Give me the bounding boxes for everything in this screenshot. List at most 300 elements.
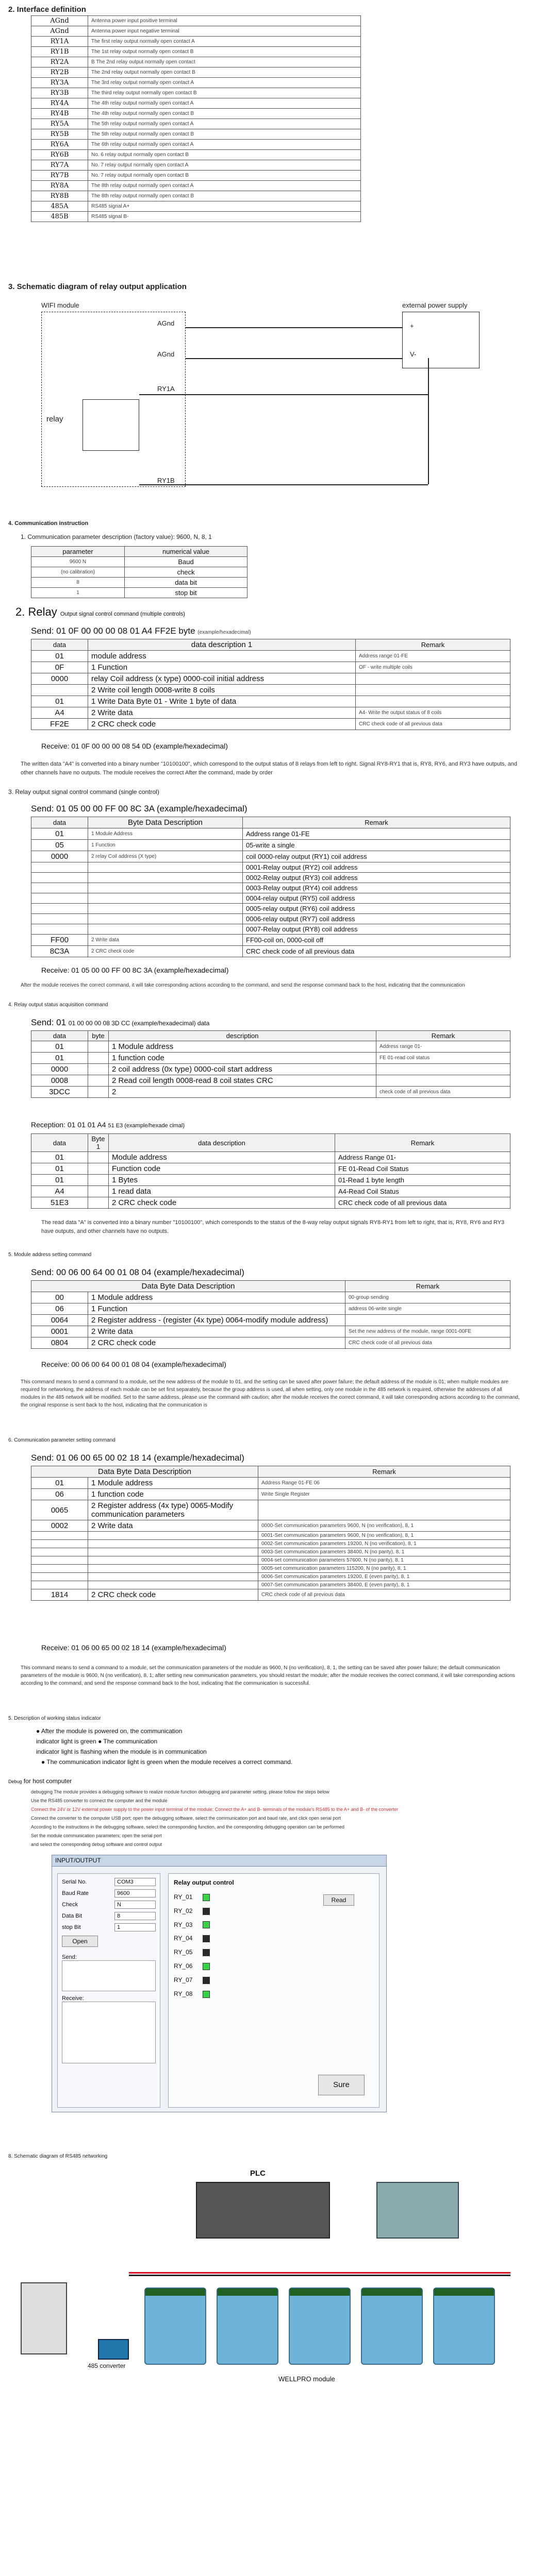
relay-multi-send-a: Send: 01 0F 00 00 [31,626,103,636]
sa2-head-1: Byte 1 [88,1134,109,1152]
interface-row [31,98,361,109]
sc-desc [88,914,243,924]
status-acq-table2 [31,1133,510,1209]
comm-param-name: (no calibration) [31,567,125,578]
sa2-desc: Module address [109,1152,335,1163]
as-data: 00 [31,1292,88,1303]
interface-desc: The 8th relay output normally open contact A [88,181,361,191]
sa2-head-3: Remark [335,1134,510,1152]
relay-toggle-label: RY_01 [174,1893,193,1901]
cs-data: 0065 [31,1500,88,1520]
interface-row [31,191,361,201]
relay-toggle-label: RY_03 [174,1921,193,1928]
relay-multi-row [31,662,510,673]
single-control-row [31,873,510,883]
rm-data: 01 [31,651,88,662]
interface-name: RY4B [31,109,88,119]
single-control-row [31,893,510,904]
sa2-byte [88,1152,109,1163]
sc-remark: 0002-Relay output (RY3) coil address [243,873,510,883]
sa2-byte [88,1163,109,1175]
relay-status-led-icon[interactable] [203,1921,210,1928]
sa2-desc: Function code [109,1163,335,1175]
cs-remark: 0000-Set communication parameters 9600, N (no verification), 8, 1 [258,1520,510,1532]
rm-desc: 2 Write coil length 0008-write 8 coils [88,685,356,696]
rm-desc: 1 Function [88,662,356,673]
addr-set-row [31,1303,510,1315]
interface-desc: The 2nd relay output normally open contact B [88,67,361,78]
relay-multi-row [31,719,510,730]
interface-row [31,26,361,37]
rm-data: A4 [31,707,88,719]
module-4-terminal [362,2289,422,2296]
status-acq-row [31,1041,510,1053]
relay-multi-table [31,639,510,730]
addr-set-table [31,1280,510,1349]
module-5-terminal [434,2289,494,2296]
sa-head-3: Remark [376,1031,510,1041]
single-control-receive: Receive: 01 05 00 00 FF 00 8C 3A (example/hexadecimal) [41,966,229,974]
sa-desc: 1 Module address [109,1041,376,1053]
relay-multi-send-note: (example/hexadecimal) [197,630,251,635]
sc-desc [88,893,243,904]
single-control-row [31,935,510,946]
serial-field-select[interactable]: 1 [114,1923,156,1931]
plus-label: + [410,322,414,330]
indicator-line-1: indicator light is green ● The communication [36,1738,158,1745]
single-control-row [31,946,510,957]
sa2-byte [88,1175,109,1186]
rm-head-2: Remark [356,639,510,651]
relay-multi-row [31,651,510,662]
comm-set-row [31,1532,510,1540]
sc-data: 8C3A [31,946,88,957]
cs-desc [88,1556,258,1565]
debug-line-0: debugging The module provides a debugging software to realize module function debugging and parameter setting, please follow the steps below [31,1789,329,1794]
plc-module-right [376,2182,459,2239]
sa-remark: Address range 01- [376,1041,510,1053]
single-control-send: Send: 01 05 00 00 FF 00 8C 3A (example/hexadecimal) [31,804,247,814]
comm-set-send: Send: 01 06 00 65 00 02 18 14 (example/hexadecimal) [31,1453,244,1463]
interface-row [31,88,361,98]
as-data: 06 [31,1303,88,1315]
sc-remark: Address range 01-FE [243,828,510,840]
addr-set-row [31,1326,510,1337]
indicator-title: 5. Description of working status indicator [8,1716,101,1721]
indicator-line-0: ● After the module is powered on, the communication [36,1727,183,1735]
wellpro-module-1 [144,2287,206,2365]
indicator-text-0: After the module is powered on, the communication [41,1727,183,1735]
interface-table [31,15,361,222]
comm-set-row [31,1556,510,1565]
serial-field-label: stop Bit [62,1924,81,1930]
sa-data: 0000 [31,1064,88,1075]
cs-remark: 0007-Set communication parameters 38400, E (even parity), 8, 1 [258,1581,510,1589]
single-control-row [31,828,510,840]
cs-desc: 1 Module address [88,1478,258,1489]
debug-left-panel [57,1873,160,2108]
agnd-bottom-label: AGnd [157,350,175,358]
wellpro-module-2 [217,2287,278,2365]
cs-desc [88,1581,258,1589]
single-control-row [31,904,510,914]
relay-multi-row [31,707,510,719]
single-control-row [31,883,510,893]
send-box[interactable] [62,1960,156,1991]
status-acq-send [31,1018,209,1028]
interface-desc: No. 6 relay output normally open contact B [88,150,361,160]
comm-set-row [31,1500,510,1520]
interface-name: RY5B [31,129,88,140]
sa2-data: 51E3 [31,1197,88,1209]
relay-multi-note: The written data "A4" is converted into a binary number "10100100", which correspond to the output status of 8 relays from left to right. Signal RY8-RY1 that is, RY8, RY6, and RY3 have outputs, and other channels have no outputs. The module receives the correct After the command, made by order [21,761,517,776]
as-desc: 2 Register address - (register (4x type) 0064-modify module address) [88,1315,345,1326]
relay-status-led-icon[interactable] [203,1935,210,1942]
rm-remark [356,673,510,685]
relay-coil-box [82,399,139,451]
rm-remark: OF - write multiple coils [356,662,510,673]
cs-remark [258,1500,510,1520]
sa2-desc: 1 read data [109,1186,335,1197]
sa-data: 01 [31,1053,88,1064]
sa-byte [88,1041,109,1053]
interface-desc: The 4th relay output normally open contact A [88,98,361,109]
open-button[interactable]: Open [62,1936,98,1947]
serial-field-select[interactable]: N [114,1901,156,1909]
addr-set-send: Send: 00 06 00 64 00 01 08 04 (example/hexadecimal) [31,1267,244,1277]
as-desc: 2 Write data [88,1326,345,1337]
relay-toggle-row[interactable] [174,1948,374,1956]
comm-set-note: This command means to send a command to a module, set the communication parameters of the module as 9600, N (no verification), 8, 1, the setting can be saved after power failure; the default communication parameters of the module is 9600, N (no verification), 8, 1; after setting new communication parameters, you should restart the module; after the module receives the correct command, it will take corresponding actions according to the command, and send the response command back to the host, indicating that the communication is successful. [21,1665,515,1686]
cs-data: 06 [31,1489,88,1500]
relay-toggle-label: RY_05 [174,1948,193,1956]
sc-desc: 1 Function [88,840,243,851]
sa-byte [88,1064,109,1075]
relay-status-led-icon[interactable] [203,1977,210,1984]
rm-remark: CRC check code of all previous data [356,719,510,730]
relay-status-led-icon[interactable] [203,1963,210,1970]
comm-param-row [31,578,247,588]
serial-field-label: Data Bit [62,1913,82,1919]
debug-line-6: and select the corresponding debug software and control output [31,1842,162,1847]
status-acq-row2 [31,1186,510,1197]
relay-status-led-icon[interactable] [203,1949,210,1956]
wire-ry1a [139,394,428,395]
single-control-table [31,817,510,957]
interface-name: RY2A [31,57,88,67]
interface-row [31,181,361,191]
sc-remark: 0004-relay output (RY5) coil address [243,893,510,904]
comm-set-row [31,1489,510,1500]
interface-desc: No. 7 relay output normally open contact A [88,160,361,171]
interface-desc: Antenna power input positive terminal [88,16,361,26]
rm-remark: A4- Write the output status of 8 coils [356,707,510,719]
rm-data: 0000 [31,673,88,685]
cs-data: 0002 [31,1520,88,1532]
status-acq-row2 [31,1152,510,1163]
status-acq-row2 [31,1163,510,1175]
interface-name: RY4A [31,98,88,109]
sc-data [31,893,88,904]
comm-set-row [31,1589,510,1601]
debug-title-a: Debug [8,1779,22,1784]
indicator-line-2: indicator light is flashing when the module is in communication [36,1748,207,1755]
as-desc: 2 CRC check code [88,1337,345,1349]
rm-head-0: data [31,639,88,651]
cs-data [31,1556,88,1565]
cs-remark: Address Range 01-FE 06 [258,1478,510,1489]
cs-head-2: Remark [258,1466,510,1478]
module-2-terminal [218,2289,277,2296]
networking-title: 8. Schematic diagram of RS485 networking [8,2154,108,2159]
comm-param-name: 8 [31,578,125,588]
plc-box [196,2182,330,2239]
serial-field-label: Serial No. [62,1879,87,1885]
relay-multi-send [31,626,251,636]
interface-name: RY8A [31,181,88,191]
sc-remark: 05-write a single [243,840,510,851]
sc-head-2: Remark [243,817,510,828]
interface-row [31,47,361,57]
sc-desc: 2 CRC check code [88,946,243,957]
sa-head-2: description [109,1031,376,1041]
comm-set-row [31,1565,510,1573]
interface-desc: B The 2nd relay output normally open contact [88,57,361,67]
comm-set-row [31,1540,510,1548]
cs-data [31,1565,88,1573]
relay-toggle-label: RY_08 [174,1990,193,1997]
sa-byte [88,1075,109,1087]
sc-data [31,862,88,873]
interface-desc: The 1st relay output normally open contact B [88,47,361,57]
sc-desc [88,873,243,883]
relay-multi-row [31,673,510,685]
module-label: WELLPRO module [278,2375,335,2383]
status-acq-title: 4. Relay output status acquisition command [8,1002,108,1008]
interface-row [31,37,361,47]
interface-name: AGnd [31,16,88,26]
sa2-data: A4 [31,1186,88,1197]
serial-field-select[interactable]: COM3 [114,1878,156,1886]
sc-desc: 2 relay Coil address (X type) [88,851,243,862]
minus-label: V- [410,350,417,358]
power-supply-box [402,312,480,368]
sa2-byte [88,1186,109,1197]
interface-name: RY7B [31,171,88,181]
as-desc: 1 Module address [88,1292,345,1303]
status-acq-row [31,1087,510,1098]
cs-remark: Write Single Register [258,1489,510,1500]
sa2-byte [88,1197,109,1209]
cs-data [31,1581,88,1589]
cs-remark: 0006-Set communication parameters 19200, E (even parity), 8, 1 [258,1573,510,1581]
sa-remark: FE 01-read coil status [376,1053,510,1064]
cs-remark: 0005-set communication parameters 115200, N (no parity), 8, 1 [258,1565,510,1573]
sa-data: 01 [31,1041,88,1053]
as-remark: Set the new address of the module, range 0001-00FE [345,1326,510,1337]
status-acq-send-a: Send: 01 [31,1018,67,1027]
wire-agnd-minus [186,358,402,359]
cs-remark: 0004-set communication parameters 57600, N (no parity), 8, 1 [258,1556,510,1565]
comm-param-value: Baud [125,557,247,567]
cs-data [31,1540,88,1548]
comm-param-table [31,546,247,598]
interface-desc: The 3rd relay output normally open contact A [88,78,361,88]
sc-data: 05 [31,840,88,851]
sc-data: 01 [31,828,88,840]
sc-head-0: data [31,817,88,828]
interface-desc: The 4th relay output normally open contact B [88,109,361,119]
relay-toggle-row[interactable] [174,1935,374,1942]
rm-desc: 2 Write data [88,707,356,719]
status-acq-receive [31,1121,185,1129]
comm-param-value: check [125,567,247,578]
rm-desc: 2 CRC check code [88,719,356,730]
status-acq-row2 [31,1175,510,1186]
relay-toggle-label: RY_02 [174,1907,193,1914]
comm-set-row [31,1478,510,1489]
cs-desc [88,1548,258,1556]
sure-button[interactable]: Sure [318,2075,365,2095]
as-data: 0001 [31,1326,88,1337]
sc-data [31,924,88,935]
sa2-head-0: data [31,1134,88,1152]
ry1a-label: RY1A [157,385,175,393]
cs-remark: CRC check code of all previous data [258,1589,510,1601]
interface-desc: The 5th relay output normally open contact A [88,119,361,129]
relay-toggle-row[interactable] [174,1990,374,1998]
debug-line-2: Connect the 24V or 12V external power supply to the power input terminal of the module; Connect the A+ and B- terminals of the module's RS485 to the A+ and B- of the converter [31,1807,399,1812]
debug-window-title: INPUT/OUTPUT [52,1855,386,1867]
single-control-row [31,914,510,924]
sc-head-1: Byte Data Description [88,817,243,828]
relay-multi-title [15,605,185,619]
interface-desc: The third relay output normally open contact B [88,88,361,98]
rm-remark [356,685,510,696]
rm-head-1: data description 1 [88,639,356,651]
interface-row [31,67,361,78]
single-control-note: After the module receives the correct command, it will take corresponding actions according to the command, and send the response command back to the host, indicating that the communication [21,982,465,988]
as-remark [345,1315,510,1326]
sa2-desc: 2 CRC check code [109,1197,335,1209]
sa-data: 0008 [31,1075,88,1087]
comm-param-row [31,567,247,578]
interface-desc: No. 7 relay output normally open contact B [88,171,361,181]
rm-data [31,685,88,696]
interface-row [31,150,361,160]
interface-name: RY1A [31,37,88,47]
comm-set-receive: Receive: 01 06 00 65 00 02 18 14 (example/hexadecimal) [41,1643,226,1652]
interface-row [31,57,361,67]
relay-toggle-row[interactable] [174,1907,374,1915]
relay-toggle-row[interactable] [174,1962,374,1970]
addr-set-note: This command means to send a command to a module, set the new address of the module to 01, and the setting can be saved after power failure; the default address of the module is 01; when multiple modules are required for networking, the address of each module can be set first separately, because the group address is used, all when setting, only one module in the 485 network is required, otherwise the addresses of all modules in the 485 network will be modified. Set to the same address, please use the command with caution; after the module receives the correct command, it will take corresponding actions according to the command, the original response is sent back to the host, indicating that the communication is [21,1379,520,1408]
read-button[interactable]: Read [323,1894,354,1906]
interface-name: RY5A [31,119,88,129]
status-acq-send-b: 01 00 00 00 08 3D CC (example/hexadecimal) data [68,1020,210,1027]
comm-param-row [31,588,247,598]
as-remark: CRC check code of all previous data [345,1337,510,1349]
wifi-module-label: WIFI module [41,301,79,309]
comm-set-row [31,1581,510,1589]
serial-field-row [62,1878,156,1886]
serial-field-row [62,1901,156,1909]
ry1b-label: RY1B [157,477,175,484]
relay-status-led-icon[interactable] [203,1894,210,1901]
relay-toggle-row[interactable] [174,1921,374,1929]
interface-desc: RS485 signal A+ [88,201,361,212]
addr-set-row [31,1315,510,1326]
status-acq-row [31,1053,510,1064]
interface-row [31,109,361,119]
as-desc: 1 Function [88,1303,345,1315]
indicator-line-3: ● The communication indicator light is green when the module receives a correct command. [41,1758,293,1766]
relay-multi-title-big: 2. Relay [15,605,57,618]
status-acq-receive-b: 51 E3 (example/hexade cimal) [108,1123,185,1129]
sc-remark: CRC check code of all previous data [243,946,510,957]
sc-data: FF00 [31,935,88,946]
sc-desc [88,904,243,914]
rm-data: FF2E [31,719,88,730]
serial-field-select[interactable]: 9600 [114,1889,156,1897]
debug-line-4: According to the instructions in the debugging software, select the corresponding function, and the corresponding debugging operation can be performed [31,1824,344,1829]
single-control-row [31,840,510,851]
sa-desc: 1 function code [109,1053,376,1064]
relay-toggle-row[interactable] [174,1976,374,1984]
debug-title [8,1777,72,1785]
sa-head-1: byte [88,1031,109,1041]
cs-desc: 2 Write data [88,1520,258,1532]
module-3-terminal [290,2289,350,2296]
cs-remark: 0001-Set communication parameters 9600, N (no verification), 8, 1 [258,1532,510,1540]
interface-row [31,171,361,181]
sa2-remark: FE 01-Read Coil Status [335,1163,510,1175]
comm-param-name: 9600 N [31,557,125,567]
cs-desc [88,1565,258,1573]
serial-field-select[interactable]: 8 [114,1912,156,1920]
interface-name: RY7A [31,160,88,171]
sc-desc [88,883,243,893]
as-head-0: Data Byte Data Description [31,1281,345,1292]
status-acq-note: The read data "A" is converted into a binary number "10100100", which corresponds to the status of the 8-way relay output signals RY8-RY1 from left to right, that is, RY8, RY6 and RY3 have outputs, and other channels have no outputs. [41,1219,505,1234]
communication-sub: 1. Communication parameter description (factory value): 9600, N, 8, 1 [21,533,212,540]
interface-desc: Antenna power input negative terminal [88,26,361,37]
comm-set-row [31,1548,510,1556]
wellpro-module-3 [289,2287,351,2365]
sc-data [31,904,88,914]
single-control-row [31,851,510,862]
relay-label: relay [46,415,63,423]
converter-label: 485 converter [88,2362,126,2369]
relay-status-led-icon[interactable] [203,1991,210,1998]
relay-status-led-icon[interactable] [203,1908,210,1915]
cs-data [31,1548,88,1556]
interface-desc: The 6th relay output normally open contact A [88,140,361,150]
recv-box[interactable] [62,2002,156,2063]
cs-desc [88,1573,258,1581]
addr-set-row [31,1337,510,1349]
serial-field-label: Baud Rate [62,1890,89,1896]
cs-remark: 0002-Set communication parameters 19200, N (no verification), 8, 1 [258,1540,510,1548]
cs-desc [88,1540,258,1548]
relay-multi-row [31,685,510,696]
plc-label: PLC [250,2169,266,2178]
networking-diagram [21,2169,526,2458]
comm-set-title: 6. Communication parameter setting command [8,1437,115,1443]
interface-row [31,78,361,88]
sa2-remark: A4-Read Coil Status [335,1186,510,1197]
comm-param-row [31,557,247,567]
